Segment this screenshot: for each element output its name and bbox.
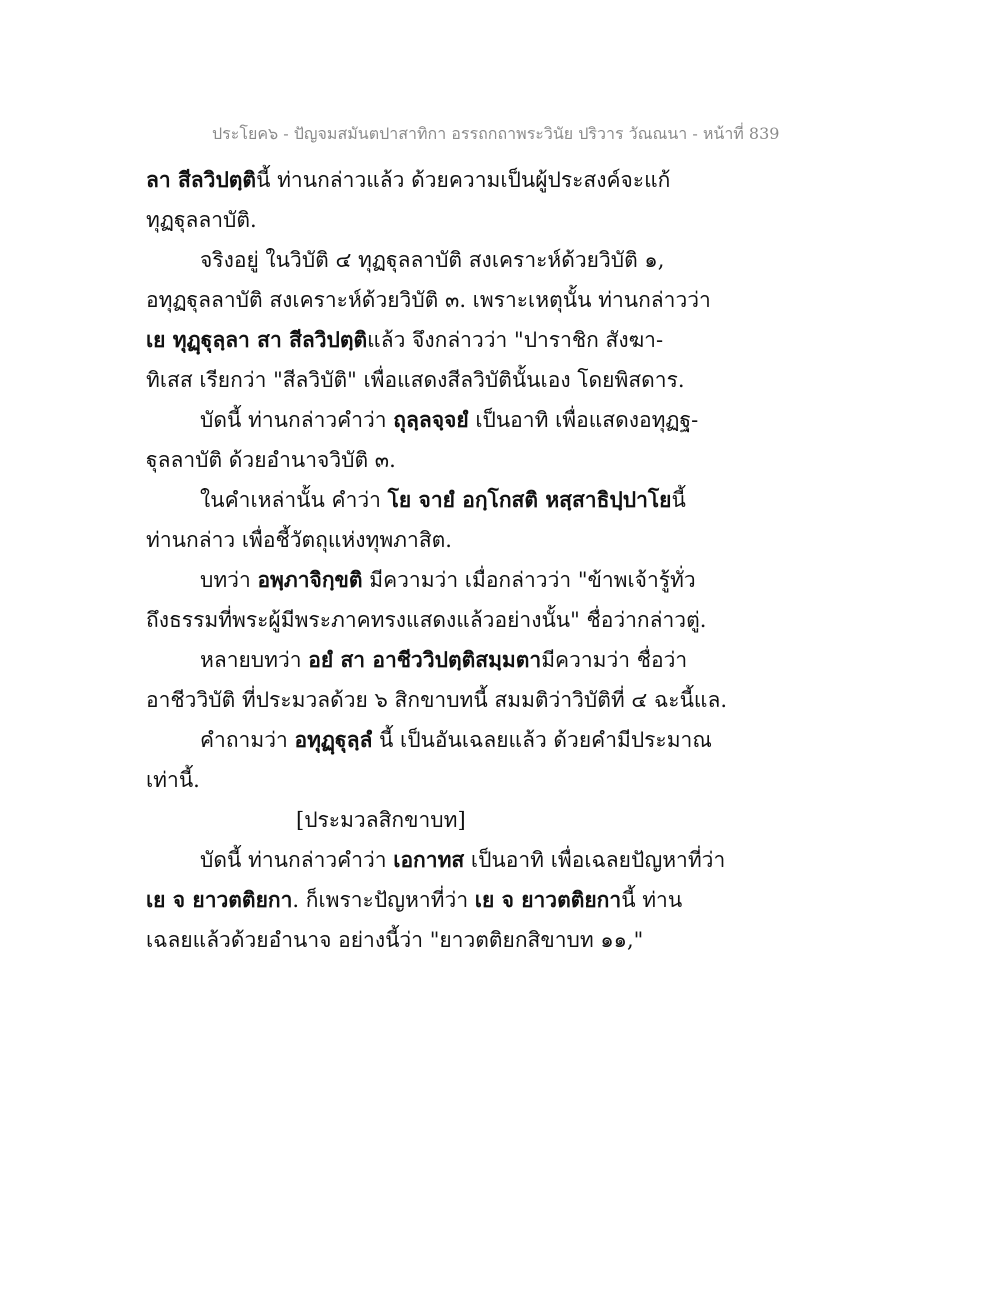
text-line [146, 640, 866, 680]
thai-text: คำถามว่า [200, 728, 295, 752]
text-line [146, 320, 866, 360]
thai-text: เฉลยแล้วด้วยอำนาจ อย่างนี้ว่า "ยาวตติยกสิขาบท ๑๑," [146, 928, 644, 952]
text-line [146, 760, 866, 800]
text-line [146, 680, 866, 720]
thai-text: จริงอยู่ ในวิบัติ ๔ ทุฏฐุลลาบัติ สงเคราะห์ด้วยวิบัติ ๑, [200, 248, 665, 272]
pali-term: เย จ ยาวตติยกา [146, 887, 293, 912]
thai-text: นี้ [671, 488, 686, 512]
thai-text: นี้ ท่านกล่าวแล้ว ด้วยความเป็นผู้ประสงค์จะแก้ [256, 168, 671, 192]
thai-text: อาชีววิบัติ ที่ประมวลด้วย ๖ สิกขาบทนี้ สมมติว่าวิบัติที่ ๔ ฉะนี้แล. [146, 688, 728, 712]
text-line [146, 880, 866, 920]
text-line [146, 520, 866, 560]
thai-text: อทุฏฐุลลาบัติ สงเคราะห์ด้วยวิบัติ ๓. เพราะเหตุนั้น ท่านกล่าวว่า [146, 288, 711, 312]
thai-text: เป็นอาทิ เพื่อเฉลยปัญหาที่ว่า [464, 848, 726, 872]
thai-text: เท่านี้. [146, 768, 200, 792]
thai-text: มีความว่า ชื่อว่า [541, 648, 688, 672]
text-line [146, 360, 866, 400]
text-line [146, 240, 866, 280]
thai-text: ท่านกล่าว เพื่อชี้วัตถุแห่งทุพภาสิต. [146, 528, 452, 552]
pali-term: เอกาทส [393, 847, 465, 872]
document-body [146, 160, 866, 960]
pali-term: ลา สีลวิปตฺติ [146, 167, 257, 192]
thai-text: นี้ เป็นอันเฉลยแล้ว ด้วยคำมีประมาณ [372, 728, 712, 752]
thai-text: บทว่า [200, 568, 258, 592]
text-line [146, 600, 866, 640]
text-line [146, 720, 866, 760]
text-line [146, 440, 866, 480]
pali-term: อทุฏฺฐุลฺลํ [294, 727, 373, 752]
text-line [146, 840, 866, 880]
thai-text: หลายบทว่า [200, 648, 309, 672]
section-heading [146, 800, 866, 840]
pali-term: อยํ สา อาชีววิปตฺติสมฺมตา [308, 647, 542, 672]
text-line [146, 480, 866, 520]
thai-text: นี้ ท่าน [621, 888, 683, 912]
text-line [146, 400, 866, 440]
running-header: ประโยค๖ - ปัญจมสมันตปาสาทิกา อรรถกถาพระวินัย ปริวาร วัณณนา - หน้าที่ 839 [212, 124, 780, 143]
text-line [146, 920, 866, 960]
thai-text: ฐุลลาบัติ ด้วยอำนาจวิบัติ ๓. [146, 448, 396, 472]
thai-text: . ก็เพราะปัญหาที่ว่า [292, 888, 475, 912]
thai-text: ทุฏฐุลลาบัติ. [146, 208, 257, 232]
thai-text: บัดนี้ ท่านกล่าวคำว่า [200, 408, 394, 432]
thai-text: ในคำเหล่านั้น คำว่า [200, 488, 388, 512]
thai-text: ทิเสส เรียกว่า "สีลวิบัติ" เพื่อแสดงสีลวิบัตินั้นเอง โดยพิสดาร. [146, 368, 685, 392]
thai-text: แล้ว จึงกล่าวว่า "ปาราชิก สังฆา- [367, 328, 664, 352]
thai-text: มีความว่า เมื่อกล่าวว่า "ข้าพเจ้ารู้ทั่ว [362, 568, 696, 592]
thai-text: บัดนี้ ท่านกล่าวคำว่า [200, 848, 394, 872]
thai-text: เป็นอาทิ เพื่อแสดงอทุฏฐ- [468, 408, 699, 432]
section-heading-text: [ประมวลสิกขาบท] [296, 808, 466, 832]
pali-term: เย ทุฏฺฐุลฺลา สา สีลวิปตฺติ [146, 327, 368, 352]
pali-term: อพฺภาจิกฺขติ [257, 567, 363, 592]
pali-term: โย จายํ อกฺโกสติ หสฺสาธิปฺปาโย [387, 487, 672, 512]
pali-term: ถุลฺลจฺจยํ [393, 407, 469, 432]
text-line [146, 160, 866, 200]
text-line [146, 200, 866, 240]
text-line [146, 560, 866, 600]
pali-term: เย จ ยาวตติยกา [474, 887, 622, 912]
thai-text: ถึงธรรมที่พระผู้มีพระภาคทรงแสดงแล้วอย่างนั้น" ชื่อว่ากล่าวตู่. [146, 608, 707, 632]
text-line [146, 280, 866, 320]
